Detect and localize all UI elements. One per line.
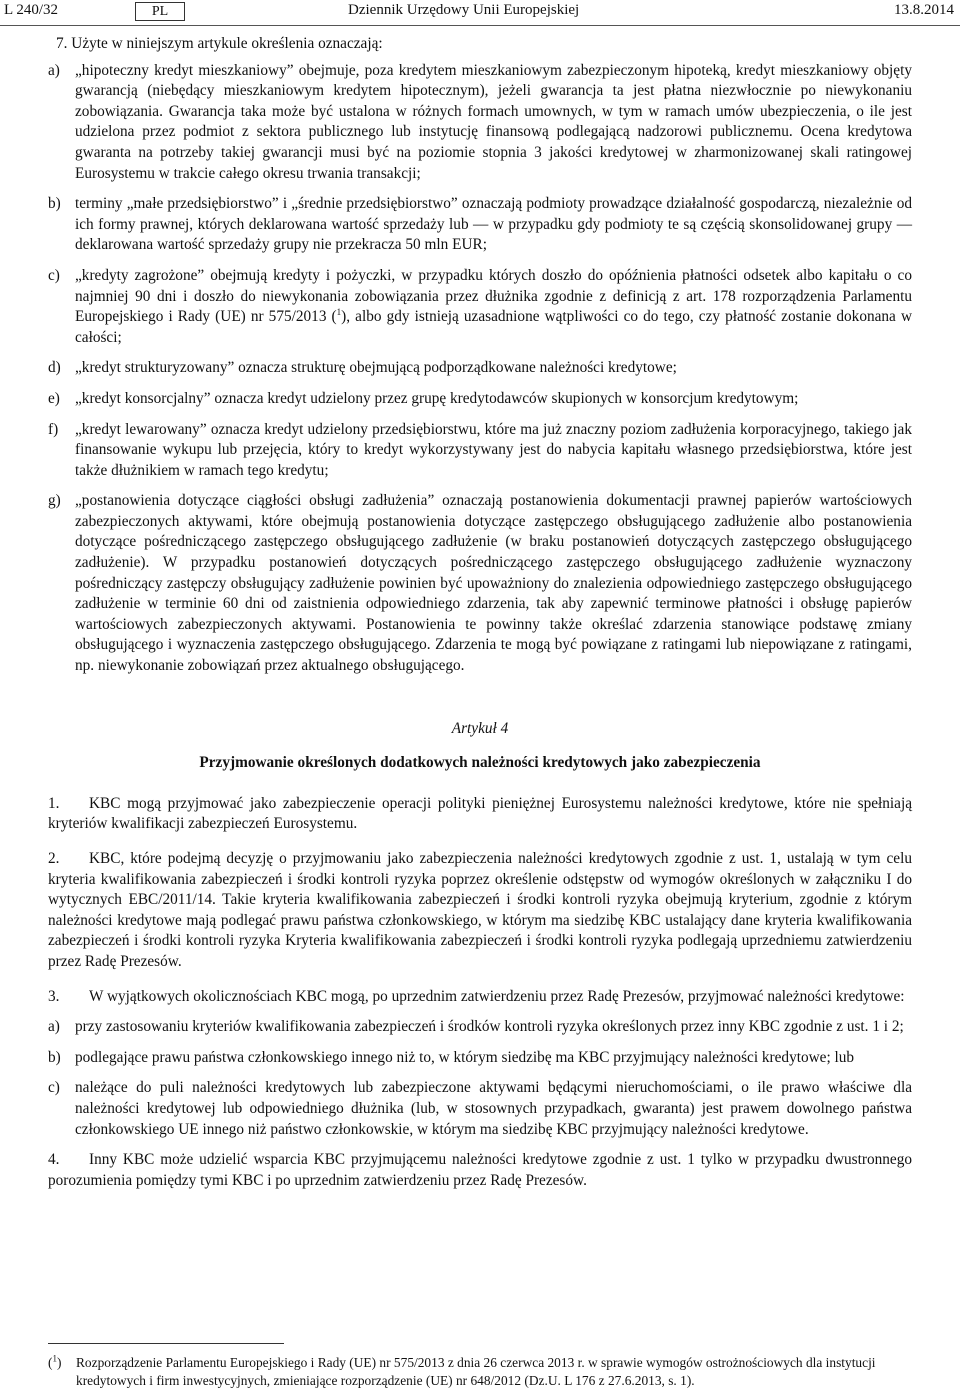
item-label: c): [48, 1079, 60, 1097]
language-badge: PL: [135, 2, 185, 21]
item-text: należące do puli należności kredytowych lub zabezpieczone aktywami będącymi nieruchomościami, o ile prawo właściwe dla należności kredytowej lub odpowiedniego dłużnika (lub, w stosownych przypadkach, gwaranta) jest prawem dowolnego państwa członkowskiego UE innego niż państwo członkowskie, w którym ma siedzibę KBC przyjmujący należności kredytowe.: [75, 1079, 912, 1138]
item-text: podlegające prawu państwa członkowskiego innego niż to, w którym siedzibę ma KBC przyjmujący należności kredytowe; lub: [75, 1048, 855, 1066]
item-label: a): [48, 1018, 60, 1036]
sub-item-b: [48, 1048, 912, 1069]
definition-item-d: [48, 358, 912, 379]
section-intro: 7. Użyte w niniejszym artykule określenia oznaczają:: [56, 35, 383, 52]
paragraph-text: KBC mogą przyjmować jako zabezpieczenie operacji polityki pieniężnej Eurosystemu należności kredytowe, które nie spełniają kryteriów kwalifikacji zabezpieczeń Eurosystemu.: [48, 794, 912, 833]
paragraph-3: [48, 987, 912, 1008]
definition-item-c: [48, 266, 912, 348]
item-label: g): [48, 492, 61, 510]
item-text-before: „kredyty zagrożone” obejmują kredyty i pożyczki, w przypadku których doszło do opóźnienia płatności odsetek albo kapitału o co najmniej 90 dni i doszło do niewykonania zobowiązania przez dłużnika zgodnie z definicją z art. 178 rozporządzenia Parlamentu Europejskiego i Rady (UE) nr 575/2013 (: [75, 266, 912, 326]
item-label: b): [48, 1048, 61, 1066]
definition-item-g: [48, 491, 912, 676]
item-text: „kredyt strukturyzowany” oznacza strukturę obejmującą podporządkowane należności kredytowe;: [75, 359, 677, 377]
item-label: d): [48, 359, 61, 377]
paragraph-text: KBC, które podejmą decyzję o przyjmowaniu jako zabezpieczenia należności kredytowych zgodnie z ust. 1, ustalają w tym celu kryteria kwalifikowania zabezpieczeń i środki kontroli ryzyka poprzez określenie odstępstw od wymogów określonych w załączniku I do wytycznych EBC/2011/14. Takie kryteria kwalifikowania zabezpieczeń i środki kontroli ryzyka obejmują kryterium, zgodnie z którym należności kredytowe mają podlegać prawu państwa członkowskiego, w którym ma siedzibę KBC ustalający dane kryteria kwalifikowania zabezpieczeń i środki kontroli ryzyka Kryteria kwalifikowania zabezpieczeń i środki kontroli ryzyka podlegają uprzedniemu zatwierdzeniu przez Radę Prezesów.: [48, 850, 912, 970]
footnote-rule: [48, 1343, 284, 1344]
paragraph-number: 3.: [48, 987, 60, 1005]
paragraph-1: [48, 794, 912, 835]
header-rule: [0, 25, 960, 26]
item-label: e): [48, 389, 60, 407]
item-label: b): [48, 195, 61, 213]
item-text: „hipoteczny kredyt mieszkaniowy” obejmuje, poza kredytem mieszkaniowym zabezpieczonym hipoteką, kredyt mieszkaniowy objęty gwarancją (niebędący mieszkaniowym kredytem hipotecznym), jeżeli gwarancja ta jest płatna niezwłocznie po niewykonaniu zobowiązania. Gwarancja taka może być ustalona w różnych formach umownych, w tym w ramach umów ubezpieczenia, o ile jest udzielona przez podmiot z sektora publicznego lub instytucję finansową podlegającą nadzorowi publicznemu. Ocena kredytowa gwaranta na potrzeby takiej gwarancji musi być na poziomie stopnia 3 jakości kredytowej w zharmonizowanej skali ratingowej Eurosystemu w trakcie całego okresu trwania transakcji;: [75, 61, 912, 182]
paragraph-4: [48, 1150, 912, 1191]
article-title: Artykuł 4: [451, 719, 509, 737]
document-body: [48, 34, 912, 1205]
item-label: f): [48, 420, 59, 438]
paragraph-number: 1.: [48, 794, 60, 812]
item-text: [75, 266, 912, 348]
footnote-reference[interactable]: 1: [336, 307, 342, 318]
item-text: „postanowienia dotyczące ciągłości obsługi zadłużenia” oznaczają postanowienia dokumentacji prawnej papierów wartościowych zabezpieczonych aktywami, które obejmują postanowienia dotyczące zastępczego obsługującego zadłużenie albo postanowienia dotyczące pośredniczącego zastępczego obsługującego zadłużenie (w braku postanowień dotyczących zastępczego obsługującego zadłużenie). W przypadku postanowień dotyczących pośredniczącego zastępczego obsługującego zadłużenie wyznaczony pośredniczący zastępczy obsługujący zadłużenie powinien być upoważniony do znalezienia odpowiedniego zastępczego obsługującego zadłużenie w terminie 60 dni od zaistnienia odpowiedniego zdarzenia, tak aby zapewnić terminowe płatności i obsługę papierów wartościowych zabezpieczonych aktywami. Postanowienia te powinny także określać zdarzenia stanowiące podstawę zmiany obsługującego i wyznaczenia zastępczego obsługującego. Zdarzenia te mogą być powiązane z ratingami lub niepowiązane z ratingami, np. niewykonanie zobowiązań przez aktualnego obsługującego.: [75, 492, 912, 675]
journal-reference: L 240/32: [4, 2, 59, 18]
item-label: a): [48, 61, 60, 79]
article-heading: Przyjmowanie określonych dodatkowych należności kredytowych jako zabezpieczenia: [199, 754, 761, 772]
item-label: c): [48, 266, 60, 284]
item-text: przy zastosowaniu kryteriów kwalifikowania zabezpieczeń i środków kontroli ryzyka określonych przez inny KBC zgodnie z ust. 1 i 2;: [75, 1018, 904, 1036]
definition-item-b: [48, 194, 912, 256]
footnote-text: Rozporządzenie Parlamentu Europejskiego i Rady (UE) nr 575/2013 z dnia 26 czerwca 2013 r. w sprawie wymogów ostrożnościowych dla instytucji kredytowych i firm inwestycyjnych, zmieniające rozporządzenie (UE) nr 648/2012 (Dz.U. L 176 z 27.6.2013, s. 1).: [76, 1355, 876, 1388]
sub-item-c: [48, 1078, 912, 1140]
item-text: „kredyt lewarowany” oznacza kredyt udzielony przedsiębiorstwu, które ma już znaczny poziom zadłużenia korporacyjnego, takiego jak finansowanie wykupu lub przejęcia, który to kredyt wykorzystywany jest do nabycia kapitału własnego przedsiębiorstwa, które jest także dłużnikiem w ramach tego kredytu;: [75, 420, 912, 479]
definition-item-a: [48, 61, 912, 185]
paragraph-number: 4.: [48, 1151, 60, 1169]
footnote-marker: ($^1$): [48, 1353, 62, 1370]
page-header: [0, 0, 960, 26]
footnote: [48, 1354, 912, 1389]
paragraph-text: W wyjątkowych okolicznościach KBC mogą, po uprzednim zatwierdzeniu przez Radę Prezesów, przyjmować należności kredytowe:: [89, 987, 905, 1005]
paragraph-2: [48, 849, 912, 973]
definition-item-e: [48, 389, 912, 410]
paragraph-text: Inny KBC może udzielić wsparcia KBC przyjmującemu należności kredytowe zgodnie z ust. 1 tylko w przypadku dwustronnego porozumienia pomiędzy tymi KBC i po uprzednim zatwierdzeniu przez Radę Prezesów.: [48, 1151, 912, 1189]
item-text: „kredyt konsorcjalny” oznacza kredyt udzielony przez grupę kredytodawców skupionych w konsorcjum kredytowym;: [75, 389, 799, 407]
item-text: terminy „małe przedsiębiorstwo” i „średnie przedsiębiorstwo” oznaczają podmioty prowadzące działalność gospodarczą, niezależnie od ich formy prawnej, których deklarowana wartość sprzedaży lub — w przypadku gdy podmioty te są częścią skonsolidowanej grupy — deklarowana wartość sprzedaży grupy nie przekracza 50 mln EUR;: [75, 195, 912, 254]
definition-item-f: [48, 420, 912, 482]
publication-date: 13.8.2014: [894, 2, 954, 18]
sub-item-a: [48, 1017, 912, 1038]
paragraph-number: 2.: [48, 850, 60, 867]
journal-title: Dziennik Urzędowy Unii Europejskiej: [348, 2, 580, 18]
item-text-after: ), albo gdy istnieją uzasadnione wątpliwości co do tego, czy płatność zostanie dokonana w całości;: [75, 308, 912, 346]
